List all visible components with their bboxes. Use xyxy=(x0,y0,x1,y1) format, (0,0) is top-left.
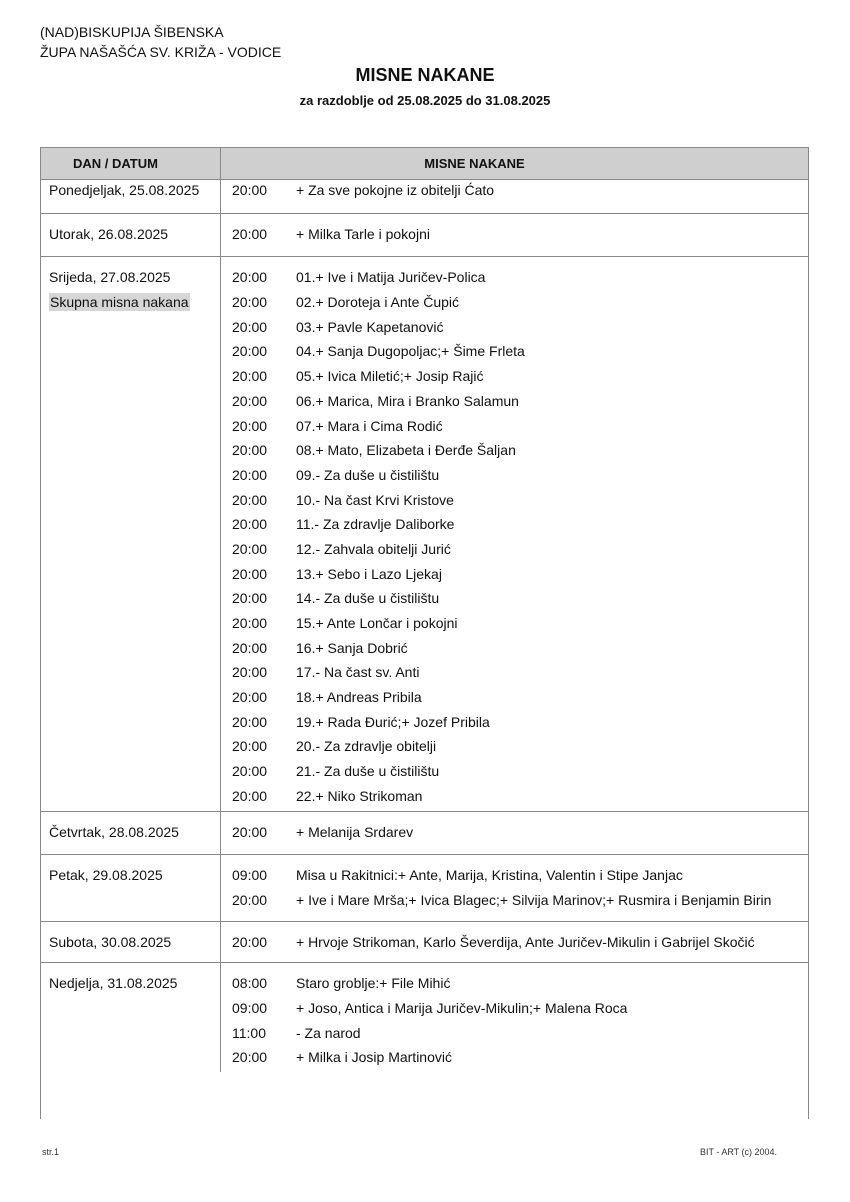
intentions-cell xyxy=(221,214,808,257)
intention-text: 10.- Na čast Krvi Kristove xyxy=(296,491,454,508)
intention-text: 09.- Za duše u čistilištu xyxy=(296,466,440,483)
intention-entry xyxy=(221,180,808,205)
day-date: Utorak, 26.08.2025 xyxy=(49,225,169,242)
table-row xyxy=(41,855,808,921)
intentions-cell xyxy=(221,180,808,213)
intention-entry xyxy=(221,490,808,515)
intention-entry xyxy=(221,865,808,890)
intention-text: 01.+ Ive i Matija Juričev-Polica xyxy=(296,269,486,286)
mass-time: 20:00 xyxy=(232,491,268,508)
day-cell xyxy=(41,257,221,810)
day-cell xyxy=(41,214,221,257)
intention-entry xyxy=(221,736,808,761)
intention-text: 18.+ Andreas Pribila xyxy=(296,689,422,706)
page-title: MISNE NAKANE xyxy=(355,65,495,85)
intention-entry xyxy=(221,1023,808,1048)
intention-entry xyxy=(221,588,808,613)
intention-entry xyxy=(221,1047,808,1072)
table-header xyxy=(41,148,808,180)
column-header-intentions: MISNE NAKANE xyxy=(424,156,525,171)
intention-text: 17.- Na čast sv. Anti xyxy=(296,664,420,681)
column-header-day: DAN / DATUM xyxy=(41,148,221,179)
mass-time: 11:00 xyxy=(232,1024,266,1041)
intention-text: 22.+ Niko Strikoman xyxy=(296,787,423,804)
mass-time: 20:00 xyxy=(232,763,268,780)
intention-text: 14.- Za duše u čistilištu xyxy=(296,590,440,607)
intention-text: 03.+ Pavle Kapetanović xyxy=(296,318,444,335)
intentions-cell xyxy=(221,922,808,963)
mass-time: 20:00 xyxy=(232,565,268,582)
intention-text: 21.- Za duše u čistilištu xyxy=(296,763,440,780)
mass-time: 20:00 xyxy=(232,891,268,908)
mass-time: 20:00 xyxy=(232,590,268,607)
table-row xyxy=(41,812,808,856)
intention-entry xyxy=(221,539,808,564)
intention-entry xyxy=(221,440,808,465)
day-date: Četvrtak, 28.08.2025 xyxy=(49,823,179,840)
mass-time: 20:00 xyxy=(232,294,268,311)
mass-time: 20:00 xyxy=(232,713,268,730)
day-date: Ponedjeljak, 25.08.2025 xyxy=(49,182,200,198)
day-cell xyxy=(41,922,221,963)
intention-entry xyxy=(221,613,808,638)
page-subtitle: za razdoblje od 25.08.2025 do 31.08.2025 xyxy=(299,93,551,108)
mass-time: 20:00 xyxy=(232,318,268,335)
page-number: str.1 xyxy=(42,1147,60,1157)
day-date: Nedjelja, 31.08.2025 xyxy=(49,975,178,992)
intention-text: + Milka Tarle i pokojni xyxy=(296,225,430,242)
mass-time: 20:00 xyxy=(232,466,268,483)
mass-time: 20:00 xyxy=(232,1049,268,1066)
intention-text: + Melanija Srdarev xyxy=(296,823,414,840)
mass-time: 09:00 xyxy=(232,867,268,884)
mass-time: 20:00 xyxy=(232,615,268,631)
mass-time: 20:00 xyxy=(232,516,268,533)
mass-time: 20:00 xyxy=(232,417,268,434)
intention-entry xyxy=(221,317,808,342)
intention-entry xyxy=(221,932,808,957)
mass-time: 20:00 xyxy=(232,343,268,360)
intention-text: + Ive i Mare Mrša;+ Ivica Blagec;+ Silvija Marinov;+ Rusmira i Benjamin Birin xyxy=(296,891,772,908)
mass-time: 20:00 xyxy=(232,738,268,755)
mass-time: 20:00 xyxy=(232,639,268,656)
intention-entry xyxy=(221,416,808,441)
day-cell xyxy=(41,812,221,855)
intention-text: 19.+ Rada Đurić;+ Jozef Pribila xyxy=(296,713,490,730)
intention-entry xyxy=(221,687,808,712)
intention-text: 04.+ Sanja Dugopoljac;+ Šime Frleta xyxy=(296,343,525,360)
intentions-cell xyxy=(221,812,808,855)
table-row xyxy=(41,214,808,258)
intentions-cell xyxy=(221,257,808,810)
intention-text: 15.+ Ante Lončar i pokojni xyxy=(296,615,458,631)
day-date: Srijeda, 27.08.2025 xyxy=(49,269,171,286)
intention-text: + Hrvoje Strikoman, Karlo Ševerdija, Ante Juričev-Mikulin i Gabrijel Skočić xyxy=(296,933,755,950)
intention-text: 20.- Za zdravlje obitelji xyxy=(296,738,437,755)
day-date: Petak, 29.08.2025 xyxy=(49,867,163,884)
mass-time: 20:00 xyxy=(232,823,268,840)
intention-entry xyxy=(221,998,808,1023)
group-intention-label: Skupna misna nakana xyxy=(50,294,189,311)
intention-entry xyxy=(221,366,808,391)
intention-entry xyxy=(221,224,808,249)
intention-text: Misa u Rakitnici:+ Ante, Marija, Kristina, Valentin i Stipe Janjac xyxy=(296,867,683,884)
intention-text: 16.+ Sanja Dobrić xyxy=(296,639,408,656)
mass-time: 20:00 xyxy=(232,368,268,385)
intention-text: 11.- Za zdravlje Daliborke xyxy=(296,516,455,533)
intentions-cell xyxy=(221,963,808,1072)
intention-entry xyxy=(221,292,808,317)
mass-time: 20:00 xyxy=(232,689,268,706)
intention-text: 08.+ Mato, Elizabeta i Đerđe Šaljan xyxy=(296,442,516,459)
intention-text: 05.+ Ivica Miletić;+ Josip Rajić xyxy=(296,368,484,385)
table-row xyxy=(41,963,808,1072)
table-row xyxy=(41,257,808,811)
mass-time: 08:00 xyxy=(232,975,268,992)
intention-text: 02.+ Doroteja i Ante Čupić xyxy=(296,294,460,311)
mass-time: 20:00 xyxy=(232,182,268,198)
table-row xyxy=(41,180,808,214)
mass-time: 20:00 xyxy=(232,540,268,557)
intention-entry xyxy=(221,514,808,539)
intention-entry xyxy=(221,890,808,915)
intention-entry xyxy=(221,465,808,490)
table-row xyxy=(41,922,808,964)
intention-entry xyxy=(221,391,808,416)
day-cell xyxy=(41,963,221,1072)
intention-text: + Milka i Josip Martinović xyxy=(296,1049,452,1066)
diocese-name: (NAD)BISKUPIJA ŠIBENSKA xyxy=(40,24,224,40)
intention-text: 06.+ Marica, Mira i Branko Salamun xyxy=(296,392,519,409)
intention-text: + Za sve pokojne iz obitelji Ćato xyxy=(296,182,495,198)
table-body xyxy=(41,180,808,1072)
mass-intentions-table xyxy=(40,147,809,1119)
mass-time: 20:00 xyxy=(232,269,268,286)
intentions-cell xyxy=(221,855,808,920)
day-cell xyxy=(41,180,221,213)
mass-time: 20:00 xyxy=(232,442,268,459)
intention-entry xyxy=(221,564,808,589)
intention-entry xyxy=(221,638,808,663)
intention-text: 13.+ Sebo i Lazo Ljekaj xyxy=(296,565,442,582)
mass-time: 09:00 xyxy=(232,999,268,1016)
intention-text: 07.+ Mara i Cima Rodić xyxy=(296,417,443,434)
intention-text: 12.- Zahvala obitelji Jurić xyxy=(296,540,451,557)
day-date: Subota, 30.08.2025 xyxy=(49,933,172,950)
intention-entry xyxy=(221,973,808,998)
mass-time: 20:00 xyxy=(232,225,268,242)
intention-entry xyxy=(221,761,808,786)
parish-name: ŽUPA NAŠAŠĆA SV. KRIŽA - VODICE xyxy=(40,44,282,60)
software-credit: BIT - ART (c) 2004. xyxy=(700,1147,778,1157)
intention-entry xyxy=(221,662,808,687)
intention-entry xyxy=(221,822,808,847)
intention-text: Staro groblje:+ File Mihić xyxy=(296,975,451,992)
intention-text: - Za narod xyxy=(296,1024,361,1041)
mass-time: 20:00 xyxy=(232,392,268,409)
mass-time: 20:00 xyxy=(232,787,268,804)
day-cell xyxy=(41,855,221,920)
intention-text: + Joso, Antica i Marija Juričev-Mikulin;+ Malena Roca xyxy=(296,999,628,1016)
intention-entry xyxy=(221,786,808,811)
mass-time: 20:00 xyxy=(232,933,268,950)
intention-entry xyxy=(221,712,808,737)
mass-time: 20:00 xyxy=(232,664,268,681)
intention-entry xyxy=(221,341,808,366)
intention-entry xyxy=(221,267,808,292)
